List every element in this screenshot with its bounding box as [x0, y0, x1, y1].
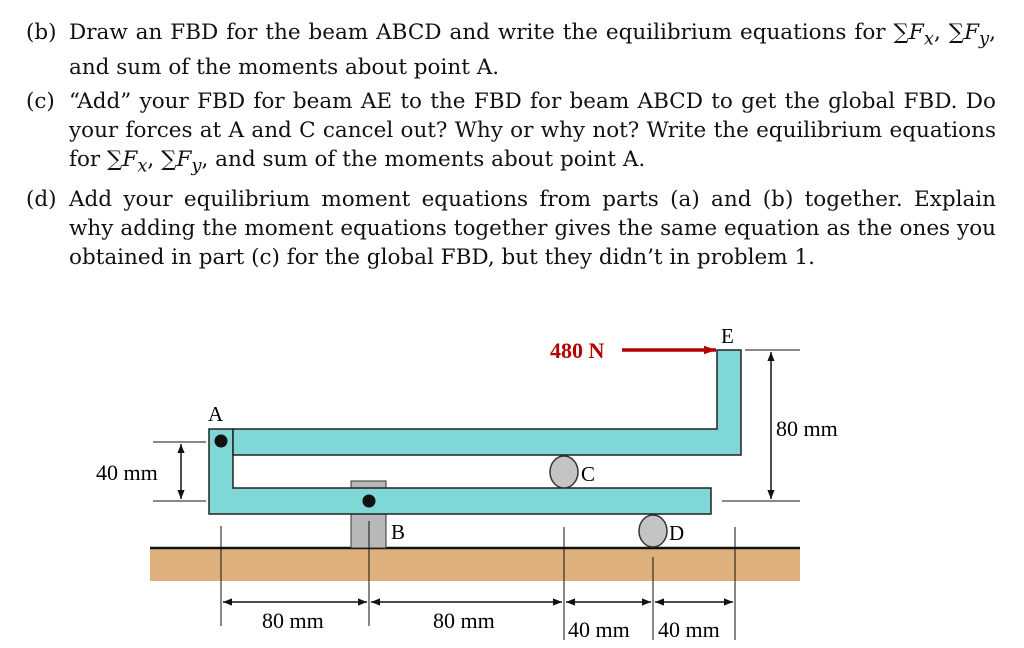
fx-symbol: F	[908, 20, 924, 45]
fy-subscript: y	[979, 28, 990, 50]
part-c-text-end: , and sum of the moments about point A.	[201, 147, 646, 172]
dim-label-left-40: 40 mm	[96, 460, 158, 485]
part-c-tag: (c)	[26, 89, 55, 114]
comma: ,	[989, 20, 996, 45]
sum-symbol: ∑	[948, 20, 965, 45]
pin-a	[215, 435, 228, 448]
dim-label-bottom-3: 40 mm	[568, 617, 630, 642]
pin-b	[363, 495, 376, 508]
sum-symbol: ∑	[161, 147, 177, 172]
fx-subscript: x	[137, 155, 148, 177]
part-c-text: “Add” your FBD for beam AE to the FBD for beam ABCD to get the global FBD. Do your forces at A and C cancel out? Why or why not? Write the equilibrium equations for	[69, 89, 996, 172]
beam-ae	[233, 350, 741, 455]
part-b-text-end: and sum of the moments about point A.	[69, 55, 500, 81]
force-label: 480 N	[550, 338, 605, 363]
roller-c	[550, 456, 578, 488]
dim-label-right-80: 80 mm	[776, 416, 838, 441]
part-b-text: Draw an FBD for the beam ABCD and write the equilibrium equations for	[69, 20, 886, 45]
fx-symbol: F	[122, 147, 138, 172]
part-b-tag: (b)	[26, 20, 57, 45]
label-b: B	[391, 520, 406, 544]
fy-subscript: y	[191, 155, 202, 177]
label-c: C	[581, 462, 596, 486]
dim-label-bottom-2: 80 mm	[433, 608, 495, 633]
part-d-tag: (d)	[26, 187, 57, 212]
label-e: E	[721, 324, 734, 348]
comma: ,	[147, 147, 155, 172]
roller-d	[639, 515, 667, 547]
label-a: A	[208, 402, 224, 426]
fy-symbol: F	[964, 20, 980, 45]
sum-symbol: ∑	[893, 20, 909, 45]
sum-symbol: ∑	[107, 147, 123, 172]
part-d-text: Add your equilibrium moment equations from parts (a) and (b) together. Explain why adding the moment equations together gives the same equation as the ones you obtained in part (c) for the global FBD, but they didn’t in problem 1.	[69, 187, 996, 270]
comma: ,	[933, 20, 941, 45]
fx-subscript: x	[923, 28, 934, 50]
dim-label-bottom-4: 40 mm	[658, 617, 720, 642]
fy-symbol: F	[176, 147, 192, 172]
ground	[150, 548, 800, 581]
label-d: D	[669, 521, 685, 545]
dim-label-bottom-1: 80 mm	[262, 608, 324, 633]
